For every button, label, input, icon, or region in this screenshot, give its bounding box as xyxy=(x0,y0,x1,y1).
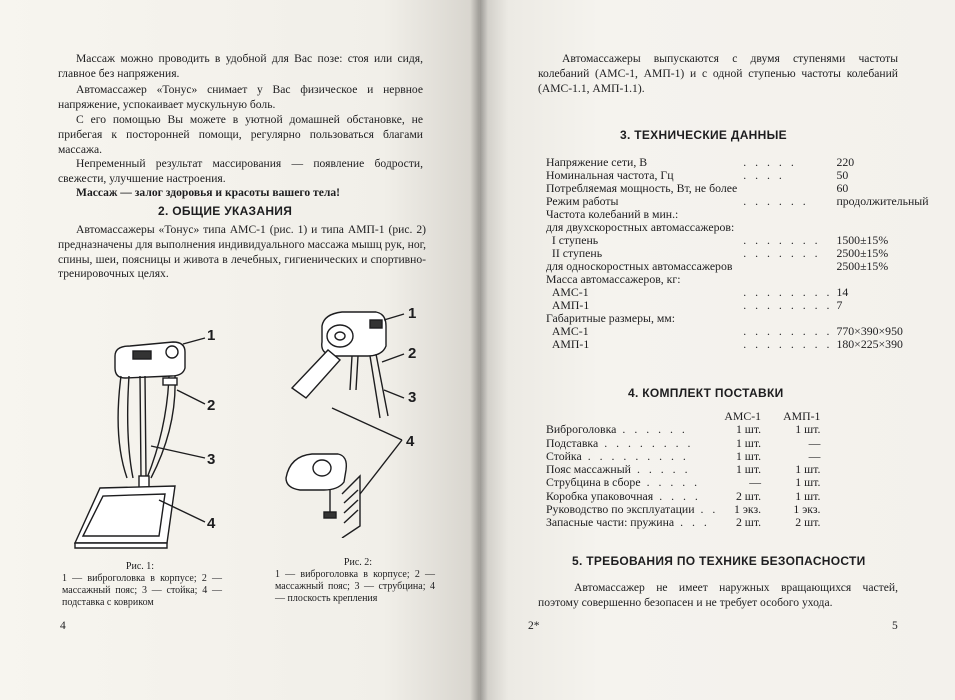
tech-label: Габаритные размеры, мм: xyxy=(546,311,676,325)
kit-qty-ams: — xyxy=(749,475,762,490)
tech-row xyxy=(546,273,929,286)
section2-text: Автомассажеры «Тонус» типа АМС-1 (рис. 1) и типа АМП-1 (рис. 2) предназначены для выполнения индивидуального массажа мышц рук, ног, спины, шеи, поясницы и живота в лечебных, гигиенических и спортивно-тренировочных целях. xyxy=(58,223,427,281)
right-intro: Автомассажеры выпускаются с двумя ступенями частоты колебаний (АМС-1, АМП-1) и с одной ступенью частоты колебаний (АМС-1.1, АМП-1.1). xyxy=(538,52,898,95)
kit-dots: . . . xyxy=(680,515,710,530)
kit-dots: . . . . . . . . . xyxy=(587,448,689,463)
tech-dots: . . . . . . . . xyxy=(743,337,833,351)
kit-item-label: Руководство по эксплуатации xyxy=(546,502,695,517)
fig2-label-3: 3 xyxy=(408,389,417,406)
tech-dots: . . . . xyxy=(743,168,785,182)
tech-dots: . . . . . . . . xyxy=(743,324,833,338)
section5-text: Автомассажер не имеет наружных вращающихся частей, поэтому совершенно безопасен и не требует особого ухода. xyxy=(538,581,898,609)
kit-item-label: Стойка xyxy=(546,448,582,463)
tech-label: I ступень xyxy=(546,233,599,247)
kit-row xyxy=(546,490,820,503)
tech-value: продолжительный xyxy=(836,194,929,208)
kit-dots: . . . . . xyxy=(636,462,691,477)
figure-2-illustration xyxy=(272,298,432,538)
kit-header-ams: АМС-1 xyxy=(724,409,762,423)
kit-qty-amp: 1 экз. xyxy=(793,502,821,517)
intro-paragraph-3: С его помощью Вы можете в уютной домашней обстановке, не прибегая к посторонней помощи, регулярно пользоваться благами массажа. xyxy=(58,113,423,156)
signature-mark: 2* xyxy=(528,620,540,632)
kit-qty-amp: 1 шт. xyxy=(795,422,821,437)
right-page xyxy=(480,0,955,700)
kit-header-amp: АМП-1 xyxy=(783,409,821,423)
tech-value: 50 xyxy=(836,168,849,182)
kit-dots: . . . . . xyxy=(646,475,701,490)
technical-data-table xyxy=(546,156,929,351)
intro-paragraph-2: Автомассажер «Тонус» снимает у Вас физическое и нервное напряжение, успокаивает мускульную боль. xyxy=(58,83,423,111)
tech-value: 7 xyxy=(836,298,843,312)
kit-qty-amp: 1 шт. xyxy=(795,488,821,503)
kit-row xyxy=(546,463,820,476)
kit-dots: . . . . . . . . xyxy=(604,435,694,450)
kit-row xyxy=(546,423,820,436)
kit-dots: . . . . . . xyxy=(622,422,688,437)
kit-qty-ams: 1 шт. xyxy=(735,422,762,437)
tech-dots: . . . . . . . xyxy=(743,233,821,247)
kit-item xyxy=(546,463,718,476)
fig1-caption-title: Рис. 1: xyxy=(125,561,155,572)
intro-slogan: Массаж — залог здоровья и красоты вашего тела! xyxy=(76,186,341,199)
intro-paragraph-4: Непременный результат массирования — появление бодрости, свежести, улучшение настроения. xyxy=(58,157,423,185)
kit-item xyxy=(546,450,718,463)
tech-dots: . . . . . xyxy=(743,155,797,169)
fig1-caption-text: 1 — виброголовка в корпусе; 2 — массажный пояс; 3 — стойка; 4 — подставка с ковриком xyxy=(62,573,222,608)
section4-title: 4. КОМПЛЕКТ ПОСТАВКИ xyxy=(628,386,784,400)
tech-dots: . . . . . . . xyxy=(743,246,821,260)
kit-qty-amp: 2 шт. xyxy=(795,515,821,530)
intro-paragraph-1: Массаж можно проводить в удобной для Вас позе: стоя или сидя, главное без напряжения. xyxy=(58,52,423,80)
kit-item xyxy=(546,437,718,450)
tech-dots xyxy=(737,260,832,273)
tech-value: 180×225×390 xyxy=(836,337,903,351)
fig2-caption-text: 1 — виброголовка в корпусе; 2 — массажный пояс; 3 — струбцина; 4 — плоскость крепления xyxy=(275,569,435,604)
tech-dots: . . . . . . . . xyxy=(743,298,833,312)
kit-item-label: Подставка xyxy=(546,435,599,450)
tech-row xyxy=(546,338,929,351)
tech-value xyxy=(832,208,928,221)
figure-1-illustration xyxy=(55,318,240,558)
tech-value: 220 xyxy=(836,155,855,169)
kit-item xyxy=(546,476,718,489)
kit-qty-ams: 1 шт. xyxy=(735,435,762,450)
tech-label: Потребляемая мощность, Вт, не более xyxy=(546,181,738,195)
tech-value: 14 xyxy=(836,285,849,299)
fig2-caption-title: Рис. 2: xyxy=(343,557,373,568)
kit-qty-amp: — xyxy=(808,435,821,450)
kit-item xyxy=(546,423,718,436)
kit-row xyxy=(546,476,820,489)
kit-row xyxy=(546,450,820,463)
kit-item-label: Пояс массажный xyxy=(546,462,631,477)
kit-item-label: Виброголовка xyxy=(546,422,617,437)
fig2-label-2: 2 xyxy=(408,345,417,362)
tech-label: Масса автомассажеров, кг: xyxy=(546,272,681,286)
kit-item-label: Коробка упаковочная xyxy=(546,488,654,503)
tech-value: 60 xyxy=(836,181,849,195)
tech-dots xyxy=(737,208,832,221)
tech-label: АМП-1 xyxy=(546,298,590,312)
fig2-label-1b: 1 xyxy=(408,305,417,322)
book-spine xyxy=(470,0,488,700)
kit-row xyxy=(546,437,820,450)
section3-title: 3. ТЕХНИЧЕСКИЕ ДАННЫЕ xyxy=(620,128,787,142)
tech-value: 1500±15% xyxy=(836,233,889,247)
section5-title: 5. ТРЕБОВАНИЯ ПО ТЕХНИКЕ БЕЗОПАСНОСТИ xyxy=(572,554,866,568)
kit-item-label: Струбцина в сборе xyxy=(546,475,641,490)
kit-item xyxy=(546,503,718,516)
kit-qty-ams: 2 шт. xyxy=(735,488,762,503)
kit-qty-ams: 1 шт. xyxy=(735,448,762,463)
kit-qty-ams: 2 шт. xyxy=(735,515,762,530)
tech-label: для односкоростных автомассажеров xyxy=(546,259,733,273)
kit-row xyxy=(546,516,820,529)
page-number-right: 5 xyxy=(892,620,898,632)
kit-item xyxy=(546,490,718,503)
tech-label: Частота колебаний в мин.: xyxy=(546,207,679,221)
kit-item xyxy=(546,516,718,529)
fig1-label-1: 1 xyxy=(207,327,216,344)
tech-value: 770×390×950 xyxy=(836,324,903,338)
kit-qty-amp: 1 шт. xyxy=(795,462,821,477)
kit-qty-amp: 1 шт. xyxy=(795,475,821,490)
tech-label: АМП-1 xyxy=(546,337,590,351)
tech-label: Режим работы xyxy=(546,194,619,208)
tech-dots: . . . . . . xyxy=(743,194,809,208)
fig1-label-4: 4 xyxy=(207,515,216,532)
kit-item-label: Запасные части: пружина xyxy=(546,515,675,530)
section2-title: 2. ОБЩИЕ УКАЗАНИЯ xyxy=(158,204,293,218)
tech-label: АМС-1 xyxy=(546,285,589,299)
tech-label: АМС-1 xyxy=(546,324,589,338)
kit-qty-ams: 1 экз. xyxy=(733,502,762,517)
kit-qty-ams: 1 шт. xyxy=(735,462,762,477)
kit-row xyxy=(546,503,820,516)
tech-label: для двухскоростных автомассажеров: xyxy=(546,220,735,234)
kit-table xyxy=(546,410,820,530)
fig1-label-2: 2 xyxy=(207,397,216,414)
tech-label: II ступень xyxy=(546,246,603,260)
tech-label: Номинальная частота, Гц xyxy=(546,168,674,182)
kit-dots: . . . . xyxy=(659,488,701,503)
fig2-label-4: 4 xyxy=(406,433,415,450)
kit-qty-amp: — xyxy=(808,448,821,463)
tech-value: 2500±15% xyxy=(836,259,889,273)
fig1-label-3: 3 xyxy=(207,451,216,468)
page-number-left: 4 xyxy=(60,620,66,632)
kit-dots: . . xyxy=(700,502,719,517)
tech-label: Напряжение сети, В xyxy=(546,155,648,169)
tech-dots: . . . . . . . . xyxy=(743,285,833,299)
tech-row xyxy=(546,286,929,299)
tech-value: 2500±15% xyxy=(836,246,889,260)
